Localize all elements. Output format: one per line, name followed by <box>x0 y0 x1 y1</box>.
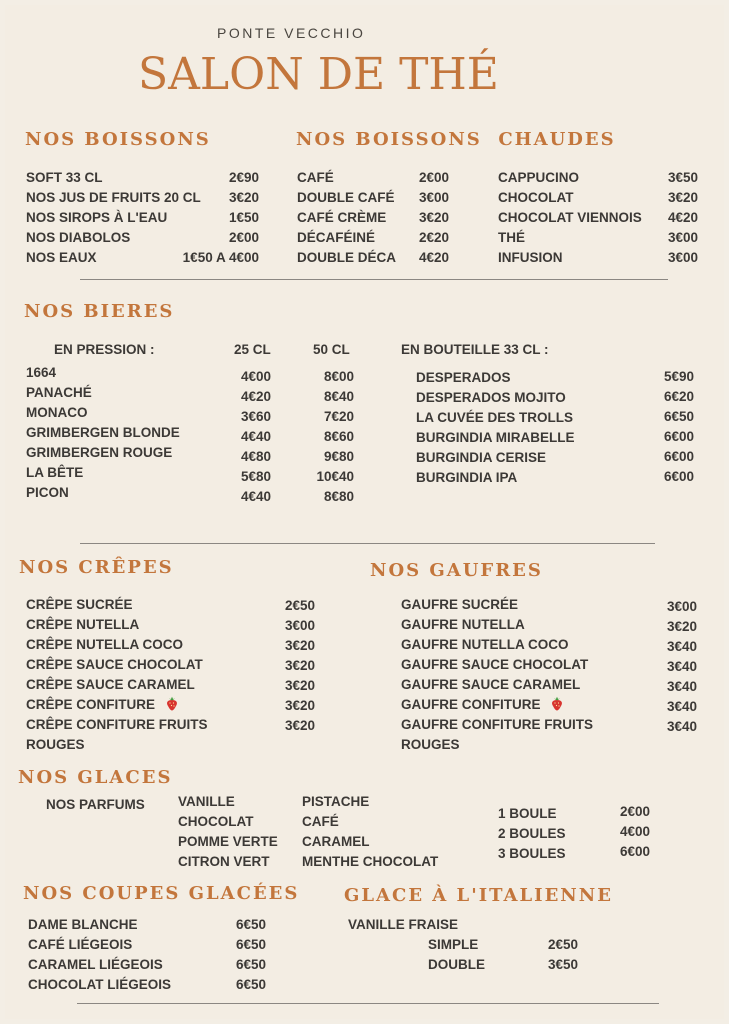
price: 6€50 <box>235 977 266 992</box>
section-title-coupes: NOS COUPES GLACÉES <box>23 883 300 904</box>
list-item: CRÊPE SAUCE CHOCOLAT <box>26 657 203 672</box>
price: 6€00 <box>663 449 694 464</box>
flavor: CHOCOLAT <box>178 814 254 829</box>
price: 2€90 <box>228 170 259 185</box>
strawberry-icon <box>165 696 179 711</box>
price-50cl: 10€40 <box>316 469 354 484</box>
price-50cl: 8€60 <box>323 429 354 444</box>
price: 3€20 <box>284 678 315 693</box>
list-item-continued: ROUGES <box>26 737 85 752</box>
list-item <box>401 695 564 715</box>
divider <box>80 279 668 280</box>
parfums-label: NOS PARFUMS <box>46 797 145 812</box>
list-item: BURGINDIA CERISE <box>416 450 547 465</box>
price-25cl: 4€20 <box>240 389 271 404</box>
section-title-gaufres: NOS GAUFRES <box>370 560 543 581</box>
price: 3€50 <box>547 957 578 972</box>
price: 3€40 <box>666 639 697 654</box>
price: 2€50 <box>547 937 578 952</box>
price: 4€00 <box>619 824 650 839</box>
bouteille-label: EN BOUTEILLE 33 CL : <box>401 342 549 357</box>
price: 3€40 <box>666 699 697 714</box>
flavor: CAFÉ <box>302 814 339 829</box>
price-50cl: 8€80 <box>323 489 354 504</box>
list-item: CAPPUCINO <box>498 170 580 185</box>
price-25cl: 5€80 <box>240 469 271 484</box>
flavor: CARAMEL <box>302 834 370 849</box>
price: 2€50 <box>284 598 315 613</box>
brand-name: PONTE VECCHIO <box>217 25 366 41</box>
list-item: CHOCOLAT VIENNOIS <box>498 210 642 225</box>
list-item: DESPERADOS MOJITO <box>416 390 566 405</box>
price: 3€40 <box>666 659 697 674</box>
price: 1€50 A 4€00 <box>182 250 259 265</box>
section-title-glaces: NOS GLACES <box>18 767 173 788</box>
list-item: 2 BOULES <box>498 826 566 841</box>
price: 3€40 <box>666 679 697 694</box>
price-50cl: 9€80 <box>323 449 354 464</box>
list-item: PICON <box>26 485 69 500</box>
list-item: MONACO <box>26 405 88 420</box>
list-item: DOUBLE DÉCA <box>297 250 397 265</box>
price: 1€50 <box>228 210 259 225</box>
price: 2€00 <box>228 230 259 245</box>
price: 6€50 <box>235 917 266 932</box>
column-header-50cl: 50 CL <box>313 342 350 357</box>
price-25cl: 4€00 <box>240 369 271 384</box>
section-title-bieres: NOS BIERES <box>24 301 175 322</box>
price: 6€50 <box>663 409 694 424</box>
price: 6€00 <box>663 429 694 444</box>
list-item: THÉ <box>498 230 525 245</box>
price: 6€50 <box>235 937 266 952</box>
price: 6€00 <box>619 844 650 859</box>
menu-page <box>5 5 724 1019</box>
list-item: GAUFRE NUTELLA COCO <box>401 637 569 652</box>
divider <box>80 543 655 544</box>
price: 3€20 <box>418 210 449 225</box>
list-item: GAUFRE NUTELLA <box>401 617 525 632</box>
item-name: CRÊPE CONFITURE <box>26 697 156 712</box>
list-item: BURGINDIA MIRABELLE <box>416 430 575 445</box>
list-item: GRIMBERGEN ROUGE <box>26 445 173 460</box>
list-item: LA CUVÉE DES TROLLS <box>416 410 574 425</box>
list-item: NOS JUS DE FRUITS 20 CL <box>26 190 201 205</box>
list-item: 1664 <box>26 365 57 380</box>
price: 3€50 <box>667 170 698 185</box>
list-item: DAME BLANCHE <box>28 917 138 932</box>
price-50cl: 8€40 <box>323 389 354 404</box>
list-item: CRÊPE CONFITURE FRUITS <box>26 717 208 732</box>
pression-label: EN PRESSION : <box>54 342 155 357</box>
flavor: CITRON VERT <box>178 854 270 869</box>
flavor: VANILLE FRAISE <box>348 917 459 932</box>
list-item: GAUFRE SAUCE CHOCOLAT <box>401 657 589 672</box>
list-item: DOUBLE <box>428 957 485 972</box>
list-item: INFUSION <box>498 250 563 265</box>
list-item: CAFÉ <box>297 170 334 185</box>
list-item: GAUFRE SAUCE CARAMEL <box>401 677 581 692</box>
section-title-italienne: GLACE À L'ITALIENNE <box>344 885 613 906</box>
price: 3€00 <box>418 190 449 205</box>
price-25cl: 4€40 <box>240 489 271 504</box>
list-item: CRÊPE NUTELLA <box>26 617 140 632</box>
price: 2€20 <box>418 230 449 245</box>
flavor: MENTHE CHOCOLAT <box>302 854 439 869</box>
price-25cl: 4€80 <box>240 449 271 464</box>
price: 3€00 <box>667 230 698 245</box>
price: 4€20 <box>418 250 449 265</box>
price: 6€20 <box>663 389 694 404</box>
page-title: SALON DE THÉ <box>138 49 499 100</box>
price: 6€00 <box>663 469 694 484</box>
column-header-25cl: 25 CL <box>234 342 271 357</box>
flavor: POMME VERTE <box>178 834 278 849</box>
list-item: CHOCOLAT LIÉGEOIS <box>28 977 172 992</box>
price-25cl: 3€60 <box>240 409 271 424</box>
list-item: CHOCOLAT <box>498 190 574 205</box>
price: 3€20 <box>667 190 698 205</box>
divider <box>77 1003 659 1004</box>
list-item: CRÊPE SUCRÉE <box>26 597 133 612</box>
price: 3€00 <box>666 599 697 614</box>
list-item: CARAMEL LIÉGEOIS <box>28 957 163 972</box>
list-item: GRIMBERGEN BLONDE <box>26 425 180 440</box>
price-25cl: 4€40 <box>240 429 271 444</box>
price: 3€20 <box>284 658 315 673</box>
price: 2€00 <box>619 804 650 819</box>
section-title-boissons: NOS BOISSONS <box>25 129 211 150</box>
price: 3€20 <box>228 190 259 205</box>
section-title-chaudes: NOS BOISSONS CHAUDES <box>296 129 616 150</box>
flavor: VANILLE <box>178 794 235 809</box>
price: 5€90 <box>663 369 694 384</box>
list-item: NOS SIROPS À L'EAU <box>26 210 168 225</box>
list-item: NOS EAUX <box>26 250 97 265</box>
list-item: GAUFRE CONFITURE FRUITS <box>401 717 593 732</box>
list-item: GAUFRE SUCRÉE <box>401 597 519 612</box>
price-50cl: 8€00 <box>323 369 354 384</box>
price: 6€50 <box>235 957 266 972</box>
price: 3€20 <box>284 698 315 713</box>
list-item: DÉCAFÉINÉ <box>297 230 376 245</box>
price: 3€20 <box>284 718 315 733</box>
item-name: GAUFRE CONFITURE <box>401 697 541 712</box>
price: 3€20 <box>666 619 697 634</box>
price: 3€00 <box>667 250 698 265</box>
price: 3€40 <box>666 719 697 734</box>
price-50cl: 7€20 <box>323 409 354 424</box>
list-item: 3 BOULES <box>498 846 566 861</box>
list-item: BURGINDIA IPA <box>416 470 518 485</box>
list-item: LA BÊTE <box>26 465 84 480</box>
list-item: SOFT 33 CL <box>26 170 103 185</box>
list-item: SIMPLE <box>428 937 479 952</box>
list-item: CAFÉ LIÉGEOIS <box>28 937 133 952</box>
price: 2€00 <box>418 170 449 185</box>
section-title-crepes: NOS CRÊPES <box>19 557 174 578</box>
list-item: CRÊPE NUTELLA COCO <box>26 637 184 652</box>
list-item: PANACHÉ <box>26 385 92 400</box>
strawberry-icon <box>550 696 564 711</box>
price: 3€20 <box>284 638 315 653</box>
list-item: 1 BOULE <box>498 806 557 821</box>
list-item: CAFÉ CRÈME <box>297 210 387 225</box>
list-item: NOS DIABOLOS <box>26 230 131 245</box>
list-item: DOUBLE CAFÉ <box>297 190 395 205</box>
flavor: PISTACHE <box>302 794 370 809</box>
price: 4€20 <box>667 210 698 225</box>
price: 3€00 <box>284 618 315 633</box>
list-item-continued: ROUGES <box>401 737 460 752</box>
list-item: DESPERADOS <box>416 370 511 385</box>
list-item <box>26 695 179 715</box>
list-item: CRÊPE SAUCE CARAMEL <box>26 677 195 692</box>
